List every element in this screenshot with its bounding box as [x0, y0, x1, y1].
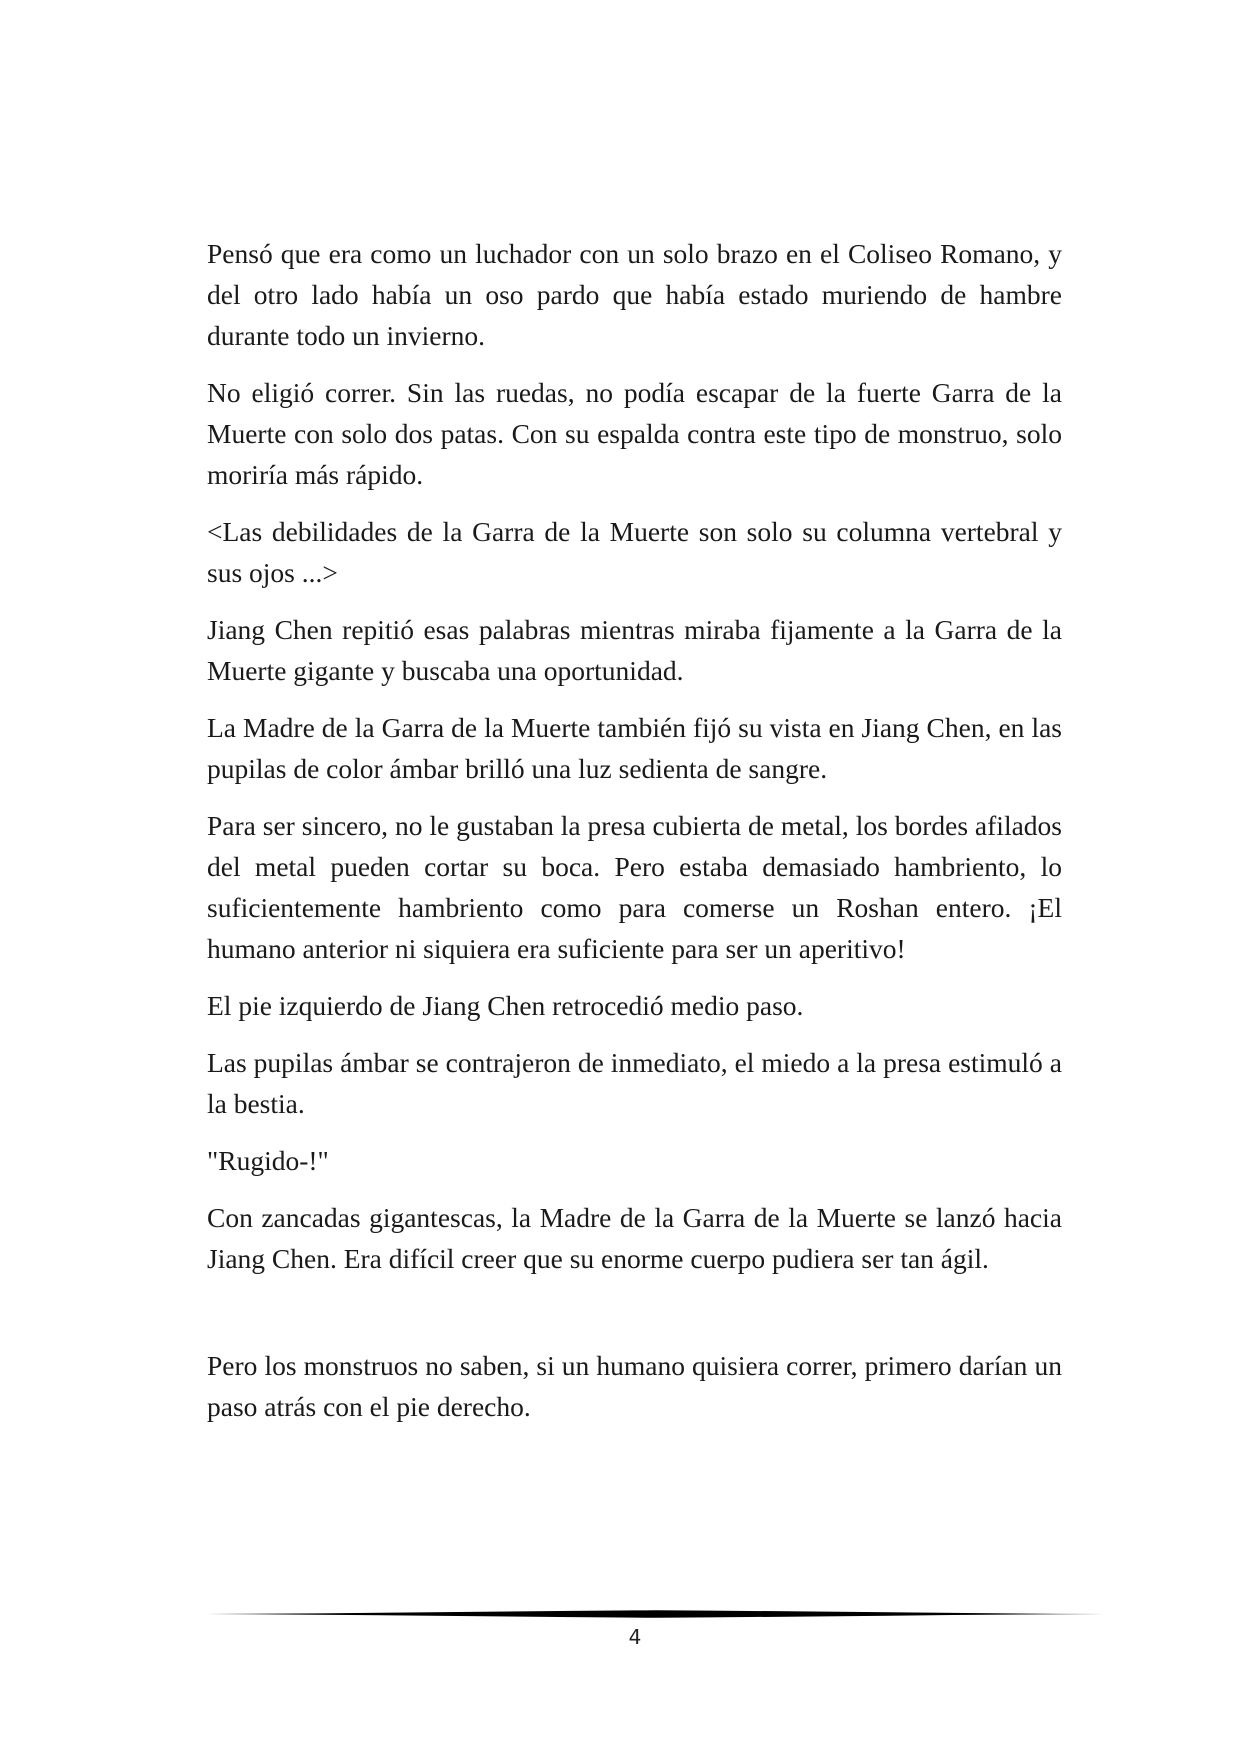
paragraph: La Madre de la Garra de la Muerte también fijó su vista en Jiang Chen, en las pupilas de color ámbar brilló una luz sedienta de sangre.: [207, 712, 1062, 784]
page-number: 4: [628, 1625, 642, 1649]
paragraph: El pie izquierdo de Jiang Chen retrocedió medio paso.: [207, 990, 804, 1021]
paragraph: Jiang Chen repitió esas palabras mientras miraba fijamente a la Garra de la Muerte gigante y buscaba una oportunidad.: [207, 614, 1062, 686]
paragraph: No eligió correr. Sin las ruedas, no podía escapar de la fuerte Garra de la Muerte con solo dos patas. Con su espalda contra este tipo de monstruo, solo moriría más rápido.: [207, 377, 1062, 490]
paragraph: Con zancadas gigantescas, la Madre de la Garra de la Muerte se lanzó hacia Jiang Chen. Era difícil creer que su enorme cuerpo pudiera ser tan ágil.: [207, 1202, 1062, 1274]
paragraph: Las pupilas ámbar se contrajeron de inmediato, el miedo a la presa estimuló a la bestia.: [207, 1047, 1062, 1119]
paragraph: Pero los monstruos no saben, si un humano quisiera correr, primero darían un paso atrás con el pie derecho.: [207, 1350, 1062, 1422]
footer-divider: [207, 1608, 1105, 1620]
paragraph: Para ser sincero, no le gustaban la presa cubierta de metal, los bordes afilados del metal pueden cortar su boca. Pero estaba demasiado hambriento, lo suficientemente hambriento como para comerse un Roshan entero. ¡El humano anterior ni siquiera era suficiente para ser un aperitivo!: [207, 810, 1062, 964]
body-text: [207, 233, 1062, 1443]
paragraph: Pensó que era como un luchador con un solo brazo en el Coliseo Romano, y del otro lado había un oso pardo que había estado muriendo de hambre durante todo un invierno.: [207, 238, 1062, 351]
paragraph: <Las debilidades de la Garra de la Muerte son solo su columna vertebral y sus ojos ...>: [207, 516, 1062, 588]
paragraph: "Rugido-!": [207, 1145, 329, 1176]
